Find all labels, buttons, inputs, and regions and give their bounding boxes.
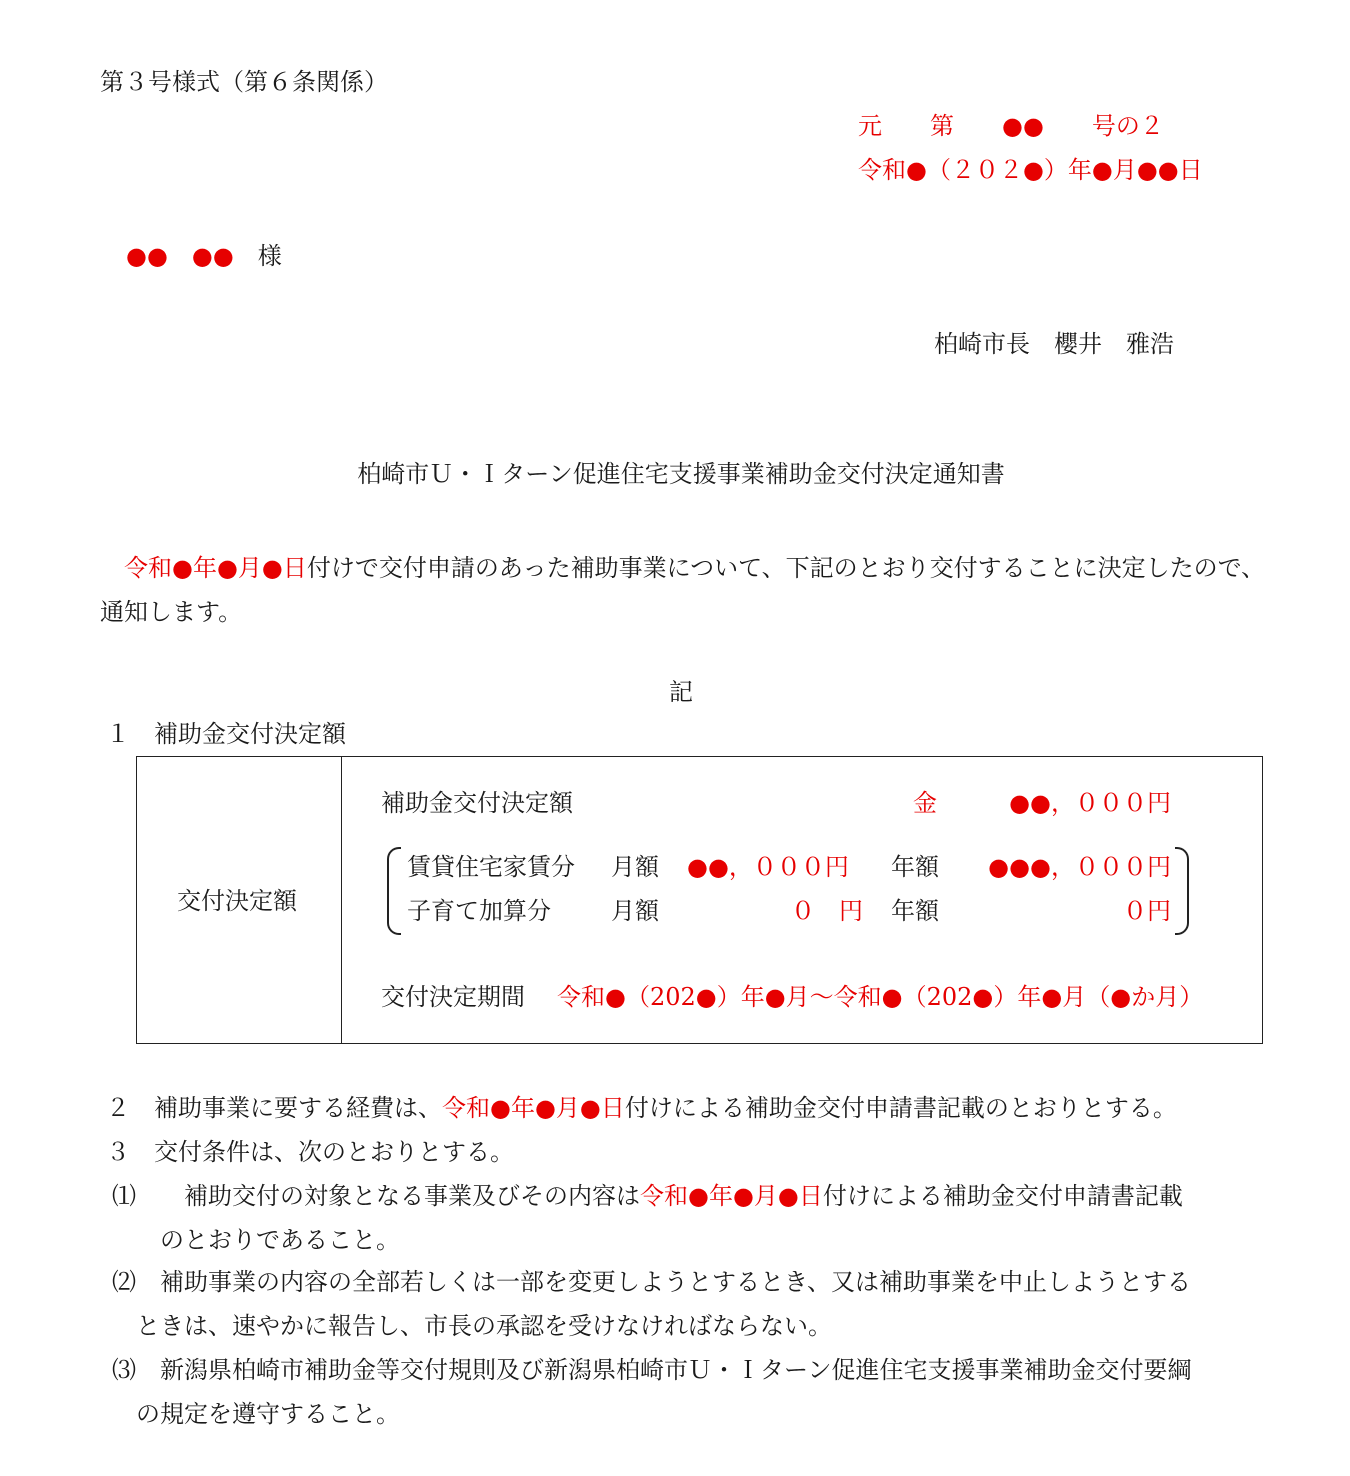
total-prefix: 金 — [913, 789, 937, 817]
child-label: 子育て加算分 — [407, 897, 551, 925]
total-label: 補助金交付決定額 — [381, 789, 573, 817]
condition1-line2: のとおりであること。 — [160, 1226, 400, 1254]
section2-prefix: ２ 補助事業に要する経費は、 — [106, 1094, 442, 1122]
ki-heading: 記 — [669, 678, 693, 706]
child-monthly-label: 月額 — [611, 897, 659, 925]
body-text: 付けで交付申請のあった補助事業について、下記のとおり交付することに決定したので、通知します。 — [100, 554, 1266, 626]
rent-monthly-value: ●●，０００円 — [687, 853, 849, 881]
condition1-date: 令和●年●月●日 — [640, 1182, 823, 1210]
document-number: 元 第 ●● 号の２ — [858, 112, 1164, 140]
child-yearly-label: 年額 — [891, 897, 939, 925]
condition1-suffix: 付けによる補助金交付申請書記載 — [822, 1182, 1183, 1210]
table-divider — [341, 757, 342, 1043]
section2-date: 令和●年●月●日 — [442, 1094, 625, 1122]
child-yearly-value: ０円 — [1123, 897, 1171, 925]
period-label: 交付決定期間 — [381, 983, 525, 1011]
sender: 柏崎市長 櫻井 雅浩 — [934, 330, 1174, 358]
child-monthly-value: ０ 円 — [791, 897, 863, 925]
section2 — [106, 1096, 1177, 1120]
table-label: 交付決定額 — [177, 887, 297, 915]
rent-yearly-label: 年額 — [891, 853, 939, 881]
condition3-line2: の規定を遵守すること。 — [136, 1400, 400, 1428]
rent-label: 賃貸住宅家賃分 — [407, 853, 575, 881]
rent-monthly-label: 月額 — [611, 853, 659, 881]
recipient-name: ●● ●● — [126, 242, 234, 270]
document-title: 柏崎市Ｕ・Ｉターン促進住宅支援事業補助金交付決定通知書 — [357, 460, 1005, 488]
bracket-right — [1175, 847, 1189, 935]
condition3-line1: ⑶ 新潟県柏崎市補助金等交付規則及び新潟県柏崎市Ｕ・Ｉターン促進住宅支援事業補助金交付要綱 — [112, 1356, 1192, 1384]
recipient-honorific: 様 — [257, 242, 282, 270]
body-paragraph — [100, 546, 1268, 634]
form-label: 第３号様式（第６条関係） — [100, 68, 388, 96]
section3-heading: ３ 交付条件は、次のとおりとする。 — [106, 1138, 514, 1166]
bracket-left — [387, 847, 401, 935]
total-value: ●●，０００円 — [1009, 789, 1171, 817]
rent-yearly-value: ●●●，０００円 — [988, 853, 1171, 881]
recipient — [126, 244, 282, 268]
condition1-prefix: ⑴ 補助交付の対象となる事業及びその内容は — [112, 1182, 640, 1210]
condition2-line1: ⑵ 補助事業の内容の全部若しくは一部を変更しようとするとき、又は補助事業を中止しようとする — [112, 1268, 1192, 1296]
document-date: 令和●（２０２●）年●月●●日 — [858, 156, 1203, 184]
condition2-line2: ときは、速やかに報告し、市長の承認を受けなければならない。 — [136, 1312, 832, 1340]
period-value: 令和●（202●）年●月～令和●（202●）年●月（●か月） — [557, 983, 1204, 1011]
section1-heading: １ 補助金交付決定額 — [106, 720, 346, 748]
section2-suffix: 付けによる補助金交付申請書記載のとおりとする。 — [624, 1094, 1177, 1122]
grant-table — [136, 756, 1263, 1044]
condition1-line1 — [112, 1174, 1183, 1218]
body-date: 令和●年●月●日 — [124, 554, 307, 582]
